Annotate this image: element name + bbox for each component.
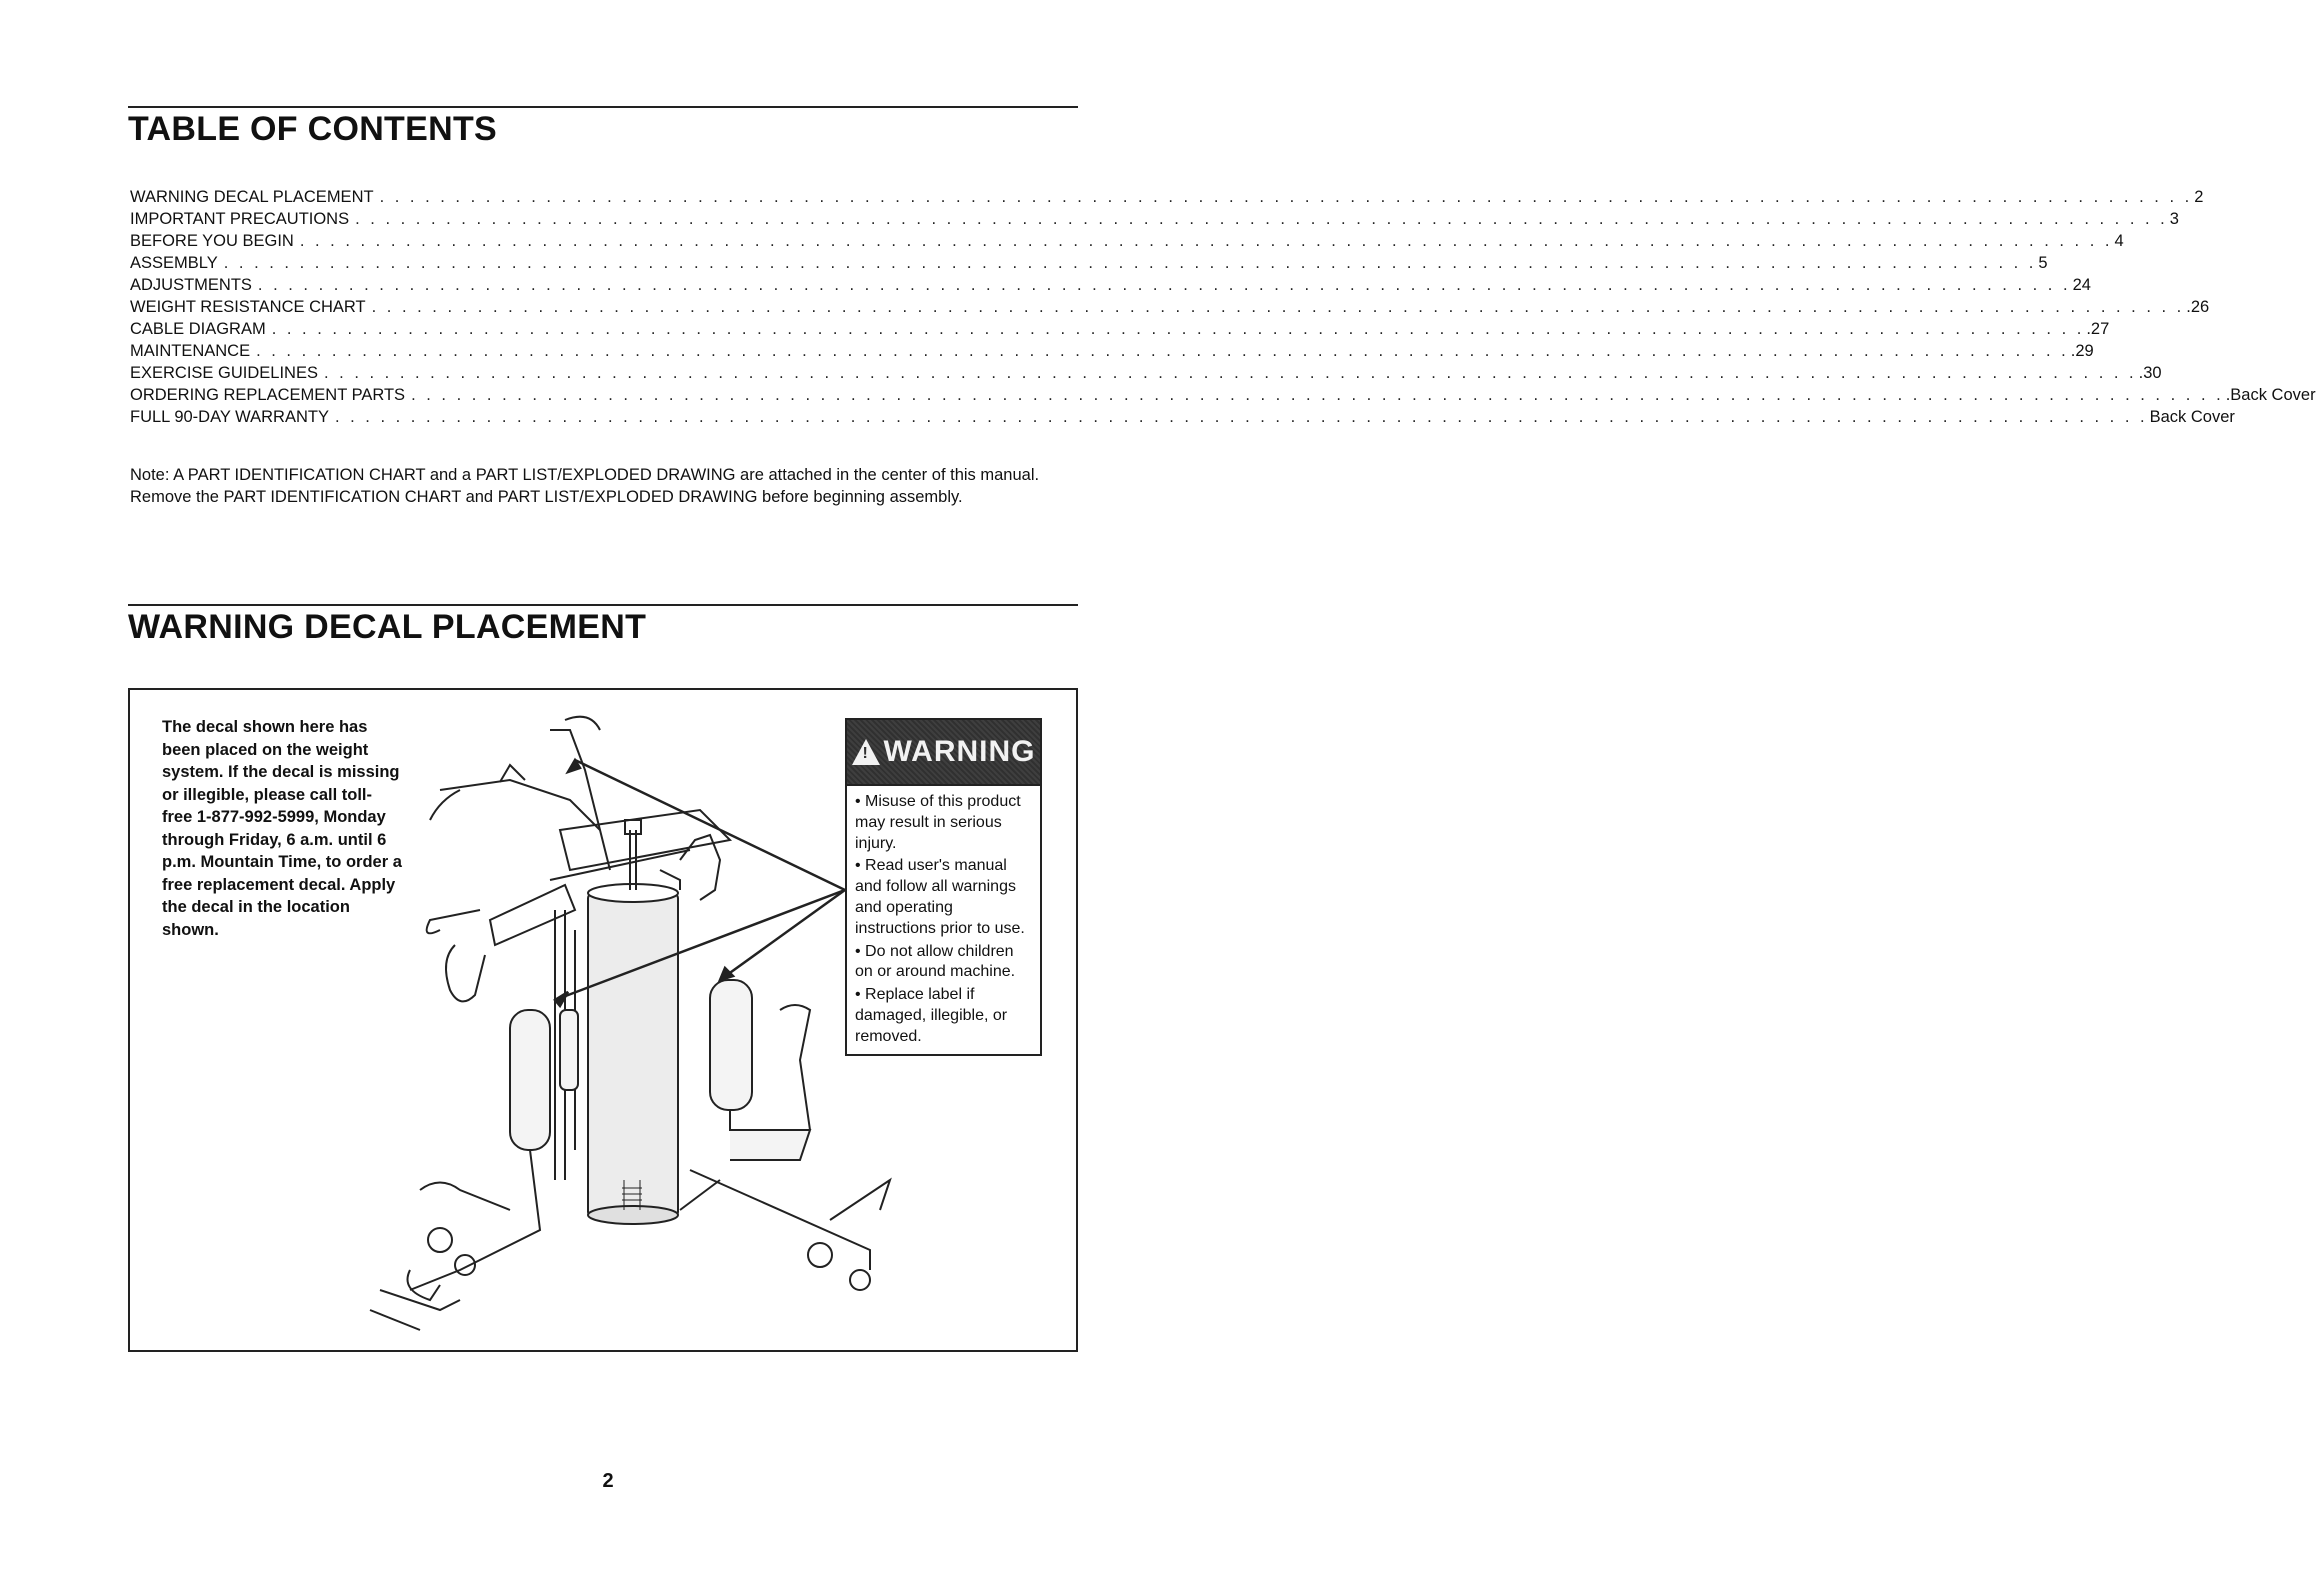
toc-entry-page: 24 [2072,276,2091,294]
toc-leader-dots: . . . . . . . . . . . . . . . . . . . . . . . . . . . . . . . . . . . . . . . . . . . . . . . . . . . . . . . . . . . . . . . . . . . . . . . . . . . . . . . . . . . . . . . . . . . . . . . . . . . . . . . . . . . . . . . . . . . . . . . . [323,364,2137,382]
toc-entry-page: .27 [2086,320,2110,338]
toc-entry [130,274,2091,296]
toc-entry-title: WEIGHT RESISTANCE CHART [130,298,366,316]
toc-entry-page: .Back Cover [2225,386,2316,404]
home-gym-illustration [400,710,890,1330]
toc-entry-page: 5 [2038,254,2048,272]
toc-entry [130,230,2124,252]
warning-item: • Misuse of this product may result in serious injury. [855,793,1021,852]
toc-entry-title: ASSEMBLY [130,254,218,272]
warning-label-title: WARNING [883,735,1036,768]
warning-triangle-icon: ! [852,739,880,765]
toc-entry [130,406,2235,428]
toc-leader-dots: . . . . . . . . . . . . . . . . . . . . . . . . . . . . . . . . . . . . . . . . . . . . . . . . . . . . . . . . . . . . . . . . . . . . . . . . . . . . . . . . . . . . . . . . . . . . . . . . . . . . . . . . . . . . . . . . . . . . . . . . [271,320,2085,338]
toc-entry [130,208,2179,230]
toc-entry-page: .30 [2138,364,2162,382]
toc-entry-page: 4 [2114,232,2124,250]
toc-leader-dots: . . . . . . . . . . . . . . . . . . . . . . . . . . . . . . . . . . . . . . . . . . . . . . . . . . . . . . . . . . . . . . . . . . . . . . . . . . . . . . . . . . . . . . . . . . . . . . . . . . . . . . . . . . . . . . . . . . . . . . . . [411,386,2224,404]
warning-item: • Read user's manual and follow all warnings and operating instructions prior to use. [855,857,1025,937]
guide-rods [555,910,578,1180]
toc-entry-title: ADJUSTMENTS [130,276,252,294]
decal-instructions: The decal shown here has been placed on the weight system. If the decal is missing or illegible, please call toll-free 1-877-992-5999, Monday through Friday, 6 a.m. until 6 p.m. Mountain Time, to order a free replacement decal. Apply the decal in the location shown. [162,718,402,939]
toc-note: Note: A PART IDENTIFICATION CHART and a PART LIST/EXPLODED DRAWING are attached in the center of this manual. Remove the PART IDENTIFICATION CHART and PART LIST/EXPLODED DRAWING before beginning assembly. [130,466,1040,506]
toc-entry [130,384,2316,406]
toc-leader-dots: . . . . . . . . . . . . . . . . . . . . . . . . . . . . . . . . . . . . . . . . . . . . . . . . . . . . . . . . . . . . . . . . . . . . . . . . . . . . . . . . . . . . . . . . . . . . . . . . . . . . . . . . . . . . . . . . . . . . . . . . [223,254,2037,272]
toc-leader-dots: . . . . . . . . . . . . . . . . . . . . . . . . . . . . . . . . . . . . . . . . . . . . . . . . . . . . . . . . . . . . . . . . . . . . . . . . . . . . . . . . . . . . . . . . . . . . . . . . . . . . . . . . . . . . . . . . . . . . . . . . [334,408,2148,426]
toc-leader-dots: . . . . . . . . . . . . . . . . . . . . . . . . . . . . . . . . . . . . . . . . . . . . . . . . . . . . . . . . . . . . . . . . . . . . . . . . . . . . . . . . . . . . . . . . . . . . . . . . . . . . . . . . . . . . . . . . . . . . . . . . [257,276,2071,294]
toc-entry-title: CABLE DIAGRAM [130,320,266,338]
toc-leader-dots: . . . . . . . . . . . . . . . . . . . . . . . . . . . . . . . . . . . . . . . . . . . . . . . . . . . . . . . . . . . . . . . . . . . . . . . . . . . . . . . . . . . . . . . . . . . . . . . . . . . . . . . . . . . . . . . . . . . . . . . . [299,232,2113,250]
toc-entry [130,252,2048,274]
toc-leader-dots: . . . . . . . . . . . . . . . . . . . . . . . . . . . . . . . . . . . . . . . . . . . . . . . . . . . . . . . . . . . . . . . . . . . . . . . . . . . . . . . . . . . . . . . . . . . . . . . . . . . . . . . . . . . . . . . . . . . . . . . . [379,188,2193,206]
page-number: 2 [602,1470,614,1492]
warning-item: • Do not allow children on or around machine. [855,942,1016,981]
warning-heading: WARNING DECAL PLACEMENT [128,608,647,646]
warning-label-header [847,720,1040,786]
warning-top-rule [128,604,1078,606]
toc-entry [130,186,2204,208]
toc-entry-title: FULL 90-DAY WARRANTY [130,408,329,426]
toc-leader-dots: . . . . . . . . . . . . . . . . . . . . . . . . . . . . . . . . . . . . . . . . . . . . . . . . . . . . . . . . . . . . . . . . . . . . . . . . . . . . . . . . . . . . . . . . . . . . . . . . . . . . . . . . . . . . . . . . . . . . . . . . [371,298,2185,316]
gym-frame [427,717,730,1002]
toc-entry [130,296,2210,318]
toc-entry-page: .29 [2070,342,2094,360]
toc-entry-title: BEFORE YOU BEGIN [130,232,294,250]
toc-entry-page: .26 [2186,298,2210,316]
toc-entry-page: Back Cover [2149,408,2235,426]
toc-leader-dots: . . . . . . . . . . . . . . . . . . . . . . . . . . . . . . . . . . . . . . . . . . . . . . . . . . . . . . . . . . . . . . . . . . . . . . . . . . . . . . . . . . . . . . . . . . . . . . . . . . . . . . . . . . . . . . . . . . . . . . . . [355,210,2168,228]
toc-entry [130,362,2162,384]
toc-entry-title: WARNING DECAL PLACEMENT [130,188,374,206]
toc-entry-title: MAINTENANCE [130,342,251,360]
weight-stack-shroud [588,820,678,1224]
toc-leader-dots: . . . . . . . . . . . . . . . . . . . . . . . . . . . . . . . . . . . . . . . . . . . . . . . . . . . . . . . . . . . . . . . . . . . . . . . . . . . . . . . . . . . . . . . . . . . . . . . . . . . . . . . . . . . . . . . . . . . . . . . . [256,342,2069,360]
toc-entry [130,318,2110,340]
toc-list [130,186,2316,428]
toc-heading: TABLE OF CONTENTS [128,110,498,148]
warning-label [845,718,1042,1056]
warning-label-body [847,786,1040,1048]
warning-item: • Replace label if damaged, illegible, or removed. [855,986,1008,1045]
toc-entry-page: 2 [2194,188,2204,206]
toc-entry-title: EXERCISE GUIDELINES [130,364,318,382]
toc-top-rule [128,106,1078,108]
toc-entry-title: ORDERING REPLACEMENT PARTS [130,386,406,404]
toc-entry [130,340,2094,362]
toc-entry-title: IMPORTANT PRECAUTIONS [130,210,350,228]
toc-entry-page: 3 [2169,210,2179,228]
